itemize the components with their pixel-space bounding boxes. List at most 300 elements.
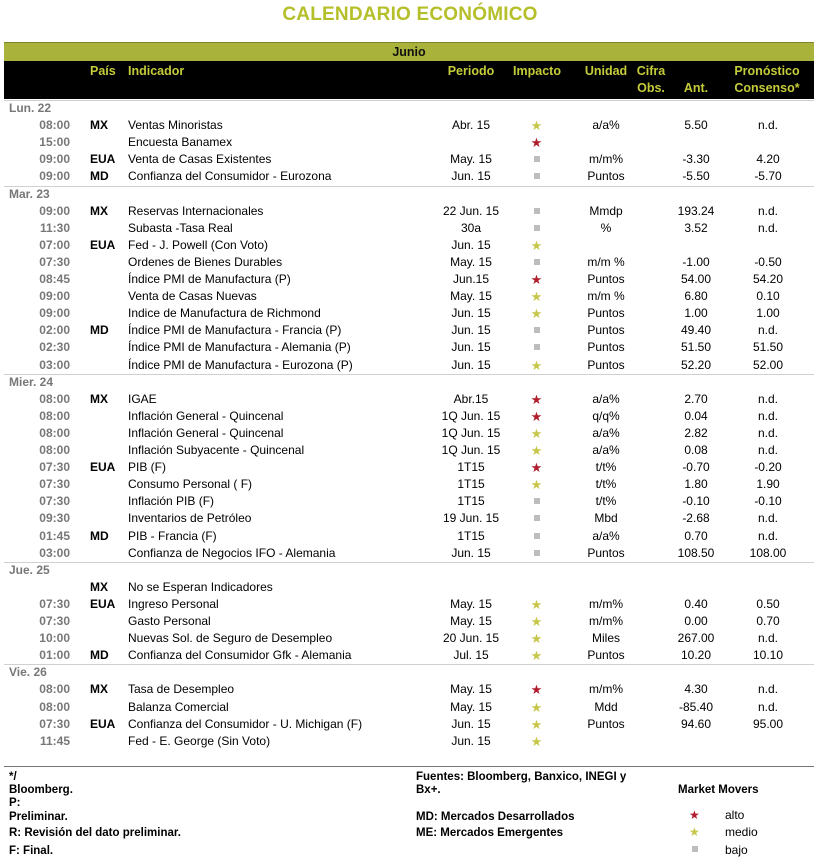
previous-cell: 4.30 bbox=[684, 682, 708, 697]
country-cell: MX bbox=[90, 579, 108, 594]
unit-cell: t/t% bbox=[595, 494, 617, 509]
forecast-cell: n.d. bbox=[757, 118, 778, 133]
table-header bbox=[4, 61, 814, 99]
footer-me-note: ME: Mercados Emergentes bbox=[416, 827, 563, 839]
unit-cell: q/q% bbox=[592, 408, 620, 423]
impact-low-square-icon bbox=[514, 510, 559, 527]
impact-medium-star-icon: ★ bbox=[530, 648, 543, 664]
previous-cell: 108.50 bbox=[677, 545, 715, 560]
table-row bbox=[4, 528, 814, 545]
indicator-cell: Balanza Comercial bbox=[128, 699, 229, 714]
period-cell: 1T15 bbox=[457, 460, 485, 475]
forecast-cell: 1.90 bbox=[756, 477, 780, 492]
impact-medium-star-icon: ★ bbox=[530, 425, 543, 441]
footer-sources-2: Bx+. bbox=[416, 784, 441, 796]
unit-cell: a/a% bbox=[592, 118, 620, 133]
legend-medio bbox=[689, 825, 758, 839]
impact-medium-star-icon: ★ bbox=[530, 716, 543, 732]
previous-cell: 49.40 bbox=[680, 323, 712, 338]
impact-medium-star-icon: ★ bbox=[530, 614, 543, 629]
legend-bajo bbox=[692, 843, 748, 857]
period-cell: Abr. 15 bbox=[451, 118, 491, 133]
header-forecast-1: Pronóstico bbox=[734, 64, 800, 78]
country-cell: EUA bbox=[90, 716, 116, 731]
forecast-cell: 108.00 bbox=[749, 545, 787, 560]
table-row bbox=[4, 579, 814, 596]
time-cell: 09:00 bbox=[39, 289, 70, 304]
previous-cell: 0.70 bbox=[684, 528, 708, 543]
indicator-cell: Inventarios de Petróleo bbox=[128, 511, 252, 526]
day-label: Mier. 24 bbox=[9, 374, 54, 389]
impact-low-square-icon bbox=[514, 545, 559, 562]
indicator-cell: Inflación Subyacente - Quincenal bbox=[128, 443, 305, 457]
indicator-cell: Venta de Casas Nuevas bbox=[128, 289, 257, 304]
country-cell: MD bbox=[90, 528, 109, 543]
previous-cell: 2.82 bbox=[684, 425, 708, 440]
previous-cell: 1.00 bbox=[684, 306, 708, 321]
day-label: Lun. 22 bbox=[9, 101, 52, 115]
time-cell: 09:00 bbox=[39, 169, 70, 184]
table-row bbox=[4, 630, 814, 647]
previous-cell: 267.00 bbox=[677, 631, 715, 646]
country-cell: MX bbox=[90, 391, 108, 406]
indicator-cell: Índice PMI de Manufactura (P) bbox=[128, 272, 291, 286]
footer-note-star: */ bbox=[9, 771, 17, 783]
table-row bbox=[4, 357, 814, 374]
indicator-cell: No se Esperan Indicadores bbox=[128, 579, 273, 594]
period-cell: 1Q Jun. 15 bbox=[441, 425, 501, 440]
period-cell: Jun. 15 bbox=[451, 169, 491, 184]
time-cell: 09:30 bbox=[39, 511, 70, 526]
indicator-cell: Índice PMI de Manufactura - Eurozona (P) bbox=[128, 357, 353, 372]
footer-md-note: MD: Mercados Desarrollados bbox=[416, 811, 575, 823]
day-label: Mar. 23 bbox=[9, 186, 50, 201]
forecast-cell: -0.10 bbox=[754, 494, 782, 509]
header-indicator: Indicador bbox=[128, 64, 185, 78]
period-cell: Abr.15 bbox=[453, 391, 489, 406]
indicator-cell: Ordenes de Bienes Durables bbox=[128, 254, 283, 269]
forecast-cell: n.d. bbox=[757, 220, 778, 235]
indicator-cell: Inflación PIB (F) bbox=[128, 494, 215, 509]
header-unit: Unidad bbox=[584, 64, 628, 78]
impact-low-square-icon bbox=[514, 168, 559, 185]
square-icon bbox=[692, 846, 698, 852]
footer-note-preliminar: Preliminar. bbox=[9, 811, 68, 823]
time-cell: 08:00 bbox=[39, 391, 70, 406]
previous-cell: 6.80 bbox=[684, 289, 708, 304]
forecast-cell: -0.50 bbox=[754, 254, 782, 269]
impact-high-star-icon: ★ bbox=[530, 135, 543, 151]
unit-cell: Puntos bbox=[587, 648, 625, 663]
period-cell: May. 15 bbox=[450, 254, 492, 269]
forecast-cell: n.d. bbox=[757, 408, 778, 423]
unit-cell: a/a% bbox=[592, 391, 620, 406]
impact-low-square-icon bbox=[514, 493, 559, 510]
period-cell: 1T15 bbox=[457, 528, 485, 543]
previous-cell: -5.50 bbox=[682, 169, 710, 184]
impact-medium-star-icon: ★ bbox=[530, 237, 543, 253]
indicator-cell: Indice de Manufactura de Richmond bbox=[128, 306, 321, 321]
indicator-cell: Consumo Personal ( F) bbox=[128, 477, 253, 492]
header-country: País bbox=[90, 64, 116, 78]
time-cell: 03:00 bbox=[39, 357, 70, 372]
time-cell: 07:30 bbox=[39, 254, 70, 269]
table-row bbox=[4, 493, 814, 510]
header-period: Periodo bbox=[447, 64, 495, 78]
day-row bbox=[4, 186, 814, 203]
impact-low-square-icon bbox=[514, 151, 559, 168]
previous-cell: 0.00 bbox=[684, 614, 708, 628]
table-row bbox=[4, 681, 814, 698]
unit-cell: m/m% bbox=[589, 152, 623, 167]
indicator-cell: Ventas Minoristas bbox=[128, 118, 223, 133]
previous-cell: -85.40 bbox=[678, 699, 714, 714]
page-title: CALENDARIO ECONÓMICO bbox=[282, 4, 538, 25]
impact-high-star-icon: ★ bbox=[530, 682, 543, 698]
impact-high-star-icon: ★ bbox=[530, 460, 543, 476]
time-cell: 01:45 bbox=[39, 528, 70, 543]
period-cell: Jun. 15 bbox=[451, 545, 491, 560]
indicator-cell: Índice PMI de Manufactura - Alemania (P) bbox=[128, 340, 351, 355]
time-cell: 08:00 bbox=[39, 408, 70, 423]
period-cell: 22 Jun. 15 bbox=[442, 203, 500, 218]
previous-cell: 5.50 bbox=[684, 118, 708, 133]
indicator-cell: Venta de Casas Existentes bbox=[128, 152, 272, 167]
time-cell: 07:30 bbox=[39, 460, 70, 475]
star-icon: ★ bbox=[689, 825, 700, 839]
header-observed-2: Obs. bbox=[637, 81, 665, 95]
impact-high-star-icon: ★ bbox=[530, 408, 543, 424]
impact-high-star-icon: ★ bbox=[530, 391, 543, 407]
period-cell: May. 15 bbox=[450, 682, 492, 697]
forecast-cell: 4.20 bbox=[756, 152, 780, 167]
unit-cell: Puntos bbox=[587, 169, 625, 184]
legend-alto-label: alto bbox=[725, 808, 745, 822]
indicator-cell: Subasta -Tasa Real bbox=[128, 220, 233, 235]
unit-cell: % bbox=[600, 220, 612, 235]
table-row bbox=[4, 613, 814, 630]
period-cell: Jun. 15 bbox=[451, 357, 491, 372]
period-cell: May. 15 bbox=[450, 152, 492, 167]
forecast-cell: 95.00 bbox=[752, 716, 784, 731]
time-cell: 07:00 bbox=[39, 237, 70, 252]
unit-cell: Puntos bbox=[587, 272, 625, 286]
star-icon: ★ bbox=[689, 808, 700, 822]
period-cell: May. 15 bbox=[450, 699, 492, 714]
previous-cell: 10.20 bbox=[680, 648, 712, 663]
forecast-cell: 54.20 bbox=[752, 272, 784, 286]
country-cell: MD bbox=[90, 169, 109, 184]
period-cell: Jun. 15 bbox=[451, 340, 491, 355]
forecast-cell: 51.50 bbox=[752, 340, 784, 355]
indicator-cell: Encuesta Banamex bbox=[128, 135, 233, 150]
time-cell: 08:00 bbox=[39, 425, 70, 440]
period-cell: 1Q Jun. 15 bbox=[441, 408, 501, 423]
time-cell: 03:00 bbox=[39, 545, 70, 560]
indicator-cell: Fed - E. George (Sin Voto) bbox=[128, 733, 271, 748]
previous-cell: -1.00 bbox=[682, 254, 710, 269]
table-row bbox=[4, 459, 814, 476]
unit-cell: m/m% bbox=[589, 614, 623, 628]
legend-alto bbox=[689, 808, 745, 822]
day-row bbox=[4, 100, 814, 117]
table-row bbox=[4, 425, 814, 442]
country-cell: MX bbox=[90, 118, 108, 133]
unit-cell: Mmdp bbox=[589, 203, 623, 218]
time-cell: 11:30 bbox=[39, 220, 70, 235]
unit-cell: Puntos bbox=[587, 357, 625, 372]
forecast-cell: -0.20 bbox=[754, 460, 782, 475]
forecast-cell: n.d. bbox=[757, 323, 778, 338]
indicator-cell: Inflación General - Quincenal bbox=[128, 408, 284, 423]
time-cell: 07:30 bbox=[39, 614, 70, 628]
previous-cell: 193.24 bbox=[677, 203, 715, 218]
forecast-cell: -5.70 bbox=[754, 169, 782, 184]
table-row bbox=[4, 254, 814, 271]
table-row bbox=[4, 203, 814, 220]
unit-cell: Puntos bbox=[587, 306, 625, 321]
impact-medium-star-icon: ★ bbox=[530, 477, 543, 493]
forecast-cell: n.d. bbox=[757, 631, 778, 646]
previous-cell: 52.20 bbox=[680, 357, 712, 372]
footer-divider bbox=[4, 766, 814, 767]
impact-medium-star-icon: ★ bbox=[530, 733, 543, 749]
indicator-cell: Confianza del Consumidor - Eurozona bbox=[128, 169, 332, 184]
unit-cell: a/a% bbox=[592, 528, 620, 543]
indicator-cell: Reservas Internacionales bbox=[128, 203, 264, 218]
previous-cell: -0.10 bbox=[682, 494, 710, 509]
indicator-cell: PIB - Francia (F) bbox=[128, 528, 217, 543]
month-bar: Junio bbox=[4, 42, 814, 62]
indicator-cell: Fed - J. Powell (Con Voto) bbox=[128, 237, 269, 252]
time-cell: 15:00 bbox=[39, 135, 70, 150]
period-cell: Jun. 15 bbox=[451, 323, 491, 338]
impact-medium-star-icon: ★ bbox=[530, 443, 543, 458]
header-previous: Ant. bbox=[683, 81, 709, 95]
table-row bbox=[4, 545, 814, 562]
legend-bajo-label: bajo bbox=[725, 843, 748, 857]
impact-low-square-icon bbox=[514, 528, 559, 545]
previous-cell: 2.70 bbox=[684, 391, 708, 406]
time-cell: 08:45 bbox=[39, 272, 70, 286]
table-row bbox=[4, 237, 814, 254]
indicator-cell: Nuevas Sol. de Seguro de Desempleo bbox=[128, 631, 333, 646]
indicator-cell: Tasa de Desempleo bbox=[128, 682, 235, 697]
period-cell: 30a bbox=[460, 220, 482, 235]
impact-medium-star-icon: ★ bbox=[530, 596, 543, 612]
header-forecast-2: Consenso* bbox=[734, 81, 800, 95]
unit-cell: t/t% bbox=[595, 477, 617, 492]
time-cell: 10:00 bbox=[39, 631, 70, 646]
impact-low-square-icon bbox=[514, 203, 559, 220]
impact-medium-star-icon: ★ bbox=[530, 699, 543, 715]
legend-title: Market Movers bbox=[678, 784, 759, 796]
indicator-cell: PIB (F) bbox=[128, 460, 166, 475]
time-cell: 02:30 bbox=[39, 340, 70, 355]
time-cell: 02:00 bbox=[39, 323, 70, 338]
period-cell: 1Q Jun. 15 bbox=[441, 443, 501, 457]
time-cell: 08:00 bbox=[39, 443, 70, 457]
unit-cell: t/t% bbox=[595, 460, 617, 475]
table-row bbox=[4, 117, 814, 134]
table-row bbox=[4, 322, 814, 339]
indicator-cell: Gasto Personal bbox=[128, 614, 211, 628]
table-row bbox=[4, 442, 814, 459]
time-cell: 07:30 bbox=[39, 494, 70, 509]
impact-low-square-icon bbox=[514, 220, 559, 237]
indicator-cell: Inflación General - Quincenal bbox=[128, 425, 284, 440]
indicator-cell: Confianza de Negocios IFO - Alemania bbox=[128, 545, 336, 560]
day-row bbox=[4, 374, 814, 391]
country-cell: MD bbox=[90, 323, 109, 338]
impact-medium-star-icon: ★ bbox=[530, 118, 543, 134]
impact-low-square-icon bbox=[514, 339, 559, 356]
forecast-cell: 1.00 bbox=[756, 306, 780, 321]
period-cell: Jun. 15 bbox=[451, 733, 491, 748]
period-cell: Jul. 15 bbox=[453, 648, 489, 663]
period-cell: May. 15 bbox=[450, 614, 492, 628]
table-row bbox=[4, 699, 814, 716]
time-cell: 07:30 bbox=[39, 477, 70, 492]
table-row bbox=[4, 476, 814, 493]
table-row bbox=[4, 391, 814, 408]
legend-medio-label: medio bbox=[725, 825, 758, 839]
forecast-cell: 52.00 bbox=[752, 357, 784, 372]
forecast-cell: 0.10 bbox=[756, 289, 780, 304]
unit-cell: Mdd bbox=[594, 699, 618, 714]
time-cell: 11:45 bbox=[39, 733, 70, 748]
unit-cell: m/m % bbox=[587, 289, 625, 304]
period-cell: Jun. 15 bbox=[451, 306, 491, 321]
time-cell: 01:00 bbox=[39, 648, 70, 663]
previous-cell: 51.50 bbox=[680, 340, 712, 355]
table-row bbox=[4, 733, 814, 750]
footer-sources-1: Fuentes: Bloomberg, Banxico, INEGI y bbox=[416, 771, 627, 783]
period-cell: May. 15 bbox=[450, 289, 492, 304]
table-row bbox=[4, 220, 814, 237]
forecast-cell: n.d. bbox=[757, 528, 778, 543]
time-cell: 08:00 bbox=[39, 682, 70, 697]
forecast-cell: 0.50 bbox=[756, 596, 780, 611]
impact-medium-star-icon: ★ bbox=[530, 289, 543, 305]
previous-cell: -3.30 bbox=[682, 152, 710, 167]
day-row bbox=[4, 664, 814, 681]
impact-low-square-icon bbox=[514, 322, 559, 339]
previous-cell: 1.80 bbox=[684, 477, 708, 492]
footer-note-p: P: bbox=[9, 797, 21, 809]
previous-cell: -0.70 bbox=[682, 460, 710, 475]
period-cell: Jun. 15 bbox=[451, 237, 491, 252]
country-cell: EUA bbox=[90, 596, 116, 611]
impact-high-star-icon: ★ bbox=[530, 272, 543, 287]
time-cell: 07:30 bbox=[39, 716, 70, 731]
table-row bbox=[4, 408, 814, 425]
country-cell: EUA bbox=[90, 460, 116, 475]
country-cell: EUA bbox=[90, 237, 116, 252]
forecast-cell: n.d. bbox=[757, 203, 778, 218]
table-row bbox=[4, 305, 814, 322]
period-cell: Jun.15 bbox=[452, 272, 490, 286]
table-row bbox=[4, 339, 814, 356]
unit-cell: m/m % bbox=[587, 254, 625, 269]
table-row bbox=[4, 168, 814, 185]
previous-cell: 54.00 bbox=[680, 272, 712, 286]
period-cell: 19 Jun. 15 bbox=[442, 511, 500, 526]
unit-cell: Puntos bbox=[587, 323, 625, 338]
forecast-cell: n.d. bbox=[757, 425, 778, 440]
unit-cell: Miles bbox=[591, 631, 620, 646]
previous-cell: 3.52 bbox=[684, 220, 708, 235]
time-cell: 09:00 bbox=[39, 306, 70, 321]
forecast-cell: n.d. bbox=[757, 682, 778, 697]
indicator-cell: IGAE bbox=[128, 391, 157, 406]
impact-medium-star-icon: ★ bbox=[530, 631, 543, 647]
time-cell: 08:00 bbox=[39, 699, 70, 714]
table-row bbox=[4, 271, 814, 288]
table-row bbox=[4, 151, 814, 168]
table-row bbox=[4, 596, 814, 613]
previous-cell: -2.68 bbox=[682, 511, 710, 526]
header-observed-1: Cifra bbox=[636, 64, 666, 78]
time-cell: 09:00 bbox=[39, 152, 70, 167]
header-impact: Impacto bbox=[513, 64, 561, 78]
period-cell: 1T15 bbox=[457, 477, 485, 492]
footer-note-bloomberg: Bloomberg. bbox=[9, 784, 73, 796]
time-cell: 08:00 bbox=[39, 118, 70, 133]
period-cell: 20 Jun. 15 bbox=[442, 631, 500, 646]
day-row bbox=[4, 562, 814, 579]
previous-cell: 0.40 bbox=[684, 596, 708, 611]
indicator-cell: Confianza del Consumidor - U. Michigan (F) bbox=[128, 716, 363, 731]
time-cell: 07:30 bbox=[39, 596, 70, 611]
unit-cell: Puntos bbox=[587, 716, 625, 731]
forecast-cell: n.d. bbox=[757, 511, 778, 526]
forecast-cell: n.d. bbox=[757, 699, 778, 714]
table-row bbox=[4, 134, 814, 151]
impact-medium-star-icon: ★ bbox=[530, 306, 543, 322]
unit-cell: a/a% bbox=[592, 425, 620, 440]
table-row bbox=[4, 716, 814, 733]
indicator-cell: Confianza del Consumidor Gfk - Alemania bbox=[128, 648, 352, 663]
table-row bbox=[4, 510, 814, 527]
unit-cell: Puntos bbox=[587, 340, 625, 355]
footer-note-r: R: Revisión del dato preliminar. bbox=[9, 827, 181, 839]
forecast-cell: n.d. bbox=[757, 391, 778, 406]
country-cell: EUA bbox=[90, 152, 116, 167]
table-row bbox=[4, 288, 814, 305]
previous-cell: 94.60 bbox=[680, 716, 712, 731]
footer-note-f: F: Final. bbox=[9, 845, 54, 857]
unit-cell: Puntos bbox=[587, 545, 625, 560]
unit-cell: m/m% bbox=[589, 596, 623, 611]
day-label: Jue. 25 bbox=[9, 562, 50, 577]
country-cell: MD bbox=[90, 648, 109, 663]
country-cell: MX bbox=[90, 203, 108, 218]
time-cell: 09:00 bbox=[39, 203, 70, 218]
forecast-cell: 10.10 bbox=[752, 648, 784, 663]
indicator-cell: Índice PMI de Manufactura - Francia (P) bbox=[128, 323, 342, 338]
forecast-cell: n.d. bbox=[757, 443, 778, 457]
impact-medium-star-icon: ★ bbox=[530, 357, 543, 373]
day-label: Vie. 26 bbox=[9, 665, 47, 680]
impact-low-square-icon bbox=[514, 254, 559, 271]
period-cell: May. 15 bbox=[450, 596, 492, 611]
previous-cell: 0.08 bbox=[684, 443, 708, 457]
unit-cell: m/m% bbox=[589, 682, 623, 697]
indicator-cell: Ingreso Personal bbox=[128, 596, 219, 611]
table-row bbox=[4, 647, 814, 664]
previous-cell: 0.04 bbox=[684, 408, 708, 423]
